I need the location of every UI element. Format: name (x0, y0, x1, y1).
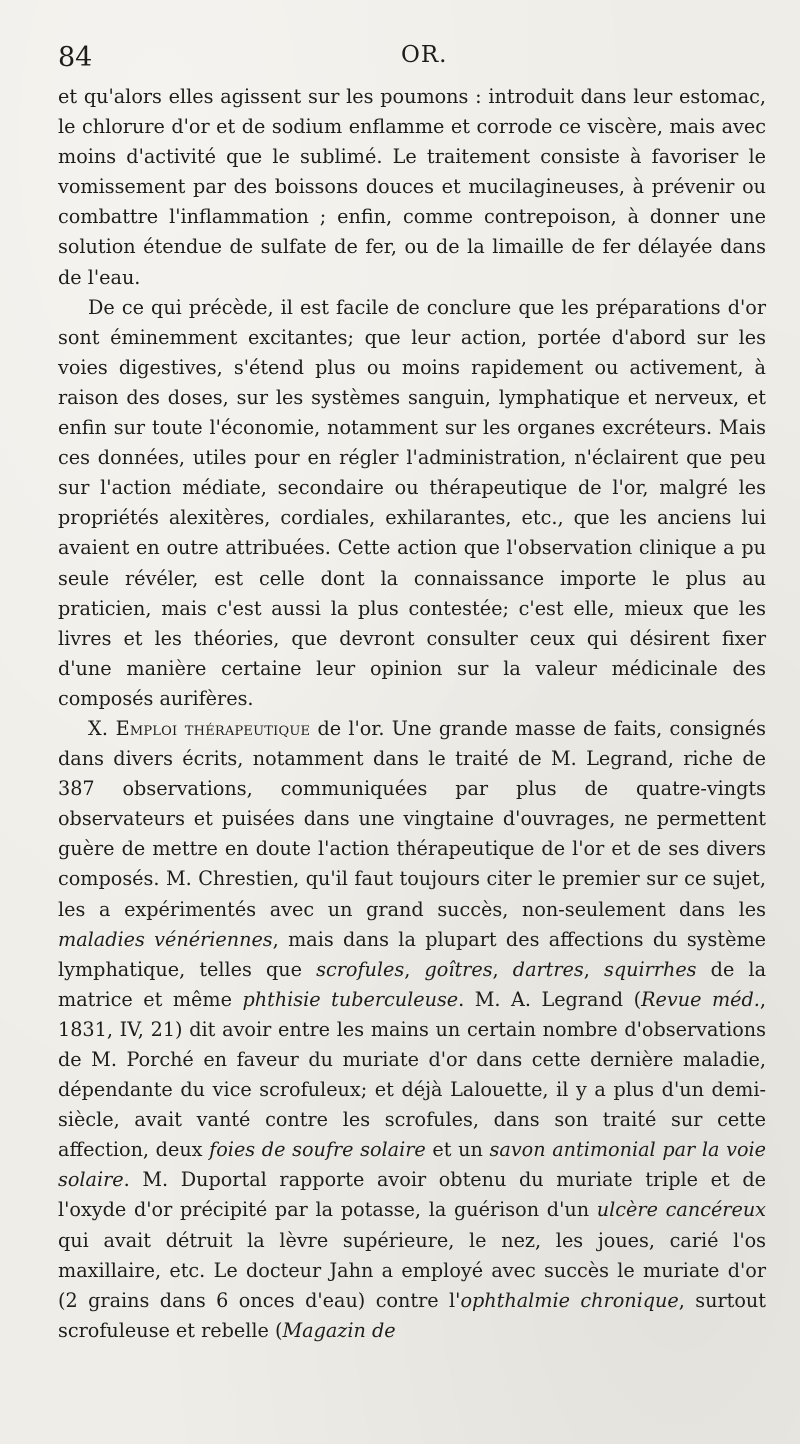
text-segment: , 1831, IV, 21) dit avoir entre les mains un certain nombre d'observations de M. Porché en faveur du muriate d'or dans cette dernière maladie, dépendante du vice scrofuleux; et déjà Lalouette, il y a plus d'un demi-siècle, avait vanté contre les scrofules, dans son traité sur cette affection, deux (58, 987, 766, 1162)
section-heading: X. Emploi thérapeutique (88, 716, 311, 740)
italic-term: squirrhes (604, 957, 697, 981)
text-segment: et un (425, 1138, 490, 1162)
text-segment: de l'or. Une grande masse de faits, consignés dans divers écrits, notamment dans le traité de M. Legrand, riche de 387 observations, communiquées par plus de quatre-vingts observateurs et puisées dans une vingtaine d'ouvrages, ne permettent guère de mettre en doute l'action thérapeutique de l'or et de ses divers composés. M. Chrestien, qu'il faut toujours citer le premier sur ce sujet, les a expérimentés avec un grand succès, non-seulement dans les (58, 716, 766, 921)
italic-term: ulcère cancéreux (596, 1198, 766, 1222)
body-text (58, 82, 766, 1346)
text-segment: . M. Duportal rapporte avoir obtenu du muriate triple et de l'oxyde d'or précipité par la potasse, la guérison d'un (58, 1168, 766, 1222)
paragraph-2: De ce qui précède, il est facile de conclure que les préparations d'or sont éminemment excitantes; que leur action, portée d'abord sur les voies digestives, s'étend plus ou moins rapidement ou activement, à raison des doses, sur les systèmes sanguin, lymphatique et nerveux, et enfin sur toute l'économie, notamment sur les organes excréteurs. Mais ces données, utiles pour en régler l'administration, n'éclairent que peu sur l'action médiate, secondaire ou thérapeutique de l'or, malgré les propriétés alexitères, cordiales, exhilarantes, etc., que les anciens lui avaient en outre attribuées. Cette action que l'observation clinique a pu seule révéler, est celle dont la connaissance importe le plus au praticien, mais c'est aussi la plus contestée; c'est elle, mieux que les livres et les théories, que devront consulter ceux qui désirent fixer d'une manière certaine leur opinion sur la valeur médicinale des composés aurifères. (58, 295, 766, 710)
italic-term: dartres (512, 957, 584, 981)
italic-term: ophthalmie chronique (460, 1288, 679, 1312)
italic-term: Magazin de (282, 1318, 396, 1342)
text-segment: , (492, 957, 513, 981)
page-number: 84 (58, 42, 93, 73)
text-segment: , (583, 957, 604, 981)
italic-term: savon antimonial par la voie solaire (58, 1138, 766, 1192)
text-segment: , mais dans la plupart des affections du système lymphatique, telles que (58, 927, 766, 981)
text-segment: . M. A. Legrand ( (458, 987, 642, 1011)
text-segment: , (404, 957, 425, 981)
paragraph-3-body (58, 717, 766, 1342)
text-segment: qui avait détruit la lèvre supérieure, le nez, les joues, carié l'os maxillaire, etc. Le docteur Jahn a employé avec succès le muriate d'or (2 grains dans 6 onces d'eau) contre l' (58, 1228, 766, 1312)
text-segment: de la matrice et même (58, 957, 767, 1011)
italic-term: foies de soufre solaire (209, 1138, 426, 1162)
italic-term: goîtres (424, 957, 493, 981)
italic-term: phthisie tuberculeuse (242, 987, 459, 1011)
paragraph-3 (58, 714, 766, 1346)
page-header (58, 42, 768, 76)
running-title: OR. (401, 42, 448, 68)
paragraph-1: et qu'alors elles agissent sur les poumons : introduit dans leur estomac, le chlorure d'or et de sodium enflamme et corrode ce viscère, mais avec moins d'activité que le sublimé. Le traitement consiste à favoriser le vomissement par des boissons douces et mucilagineuses, à prévenir ou combattre l'inflammation ; enfin, comme contrepoison, à donner une solution étendue de sulfate de fer, ou de la limaille de fer délayée dans de l'eau. (58, 85, 766, 289)
italic-term: scrofules (316, 957, 405, 981)
italic-term: Revue méd. (641, 987, 760, 1011)
italic-term: maladies vénériennes (58, 927, 273, 951)
text-segment: , surtout scrofuleuse et rebelle ( (58, 1288, 766, 1342)
